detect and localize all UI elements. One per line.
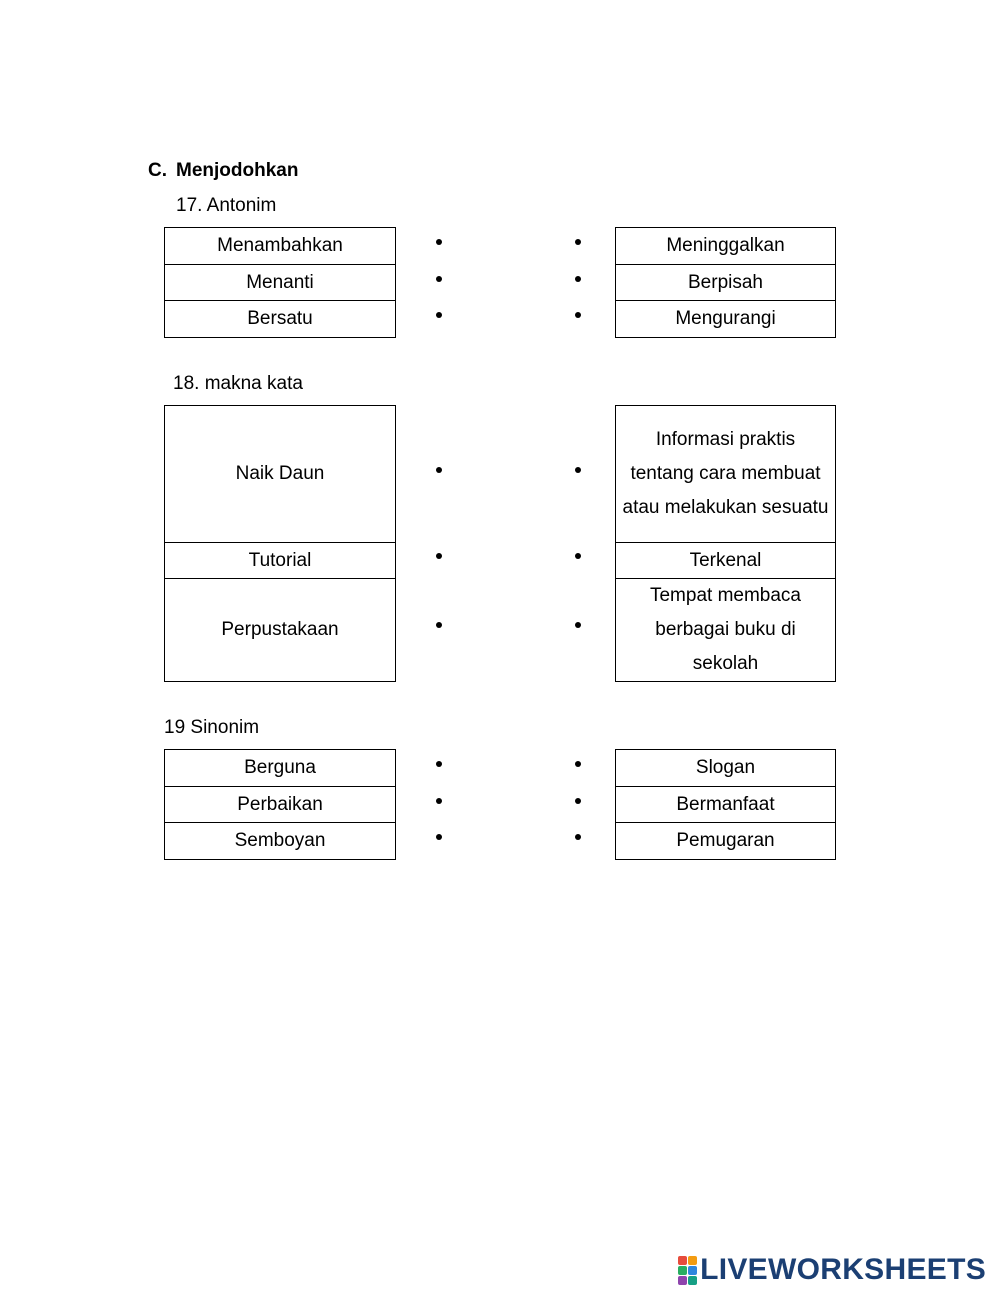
q19-right-dot-3[interactable] — [575, 834, 581, 840]
q17-right-item-3[interactable]: Mengurangi — [615, 300, 836, 338]
q19-left-dot-3[interactable] — [436, 834, 442, 840]
q17-right-dot-2[interactable] — [575, 276, 581, 282]
q18-right-dot-3[interactable] — [575, 622, 581, 628]
logo-square-6 — [688, 1276, 697, 1285]
q19-right-item-1[interactable]: Slogan — [615, 749, 836, 787]
q17-left-item-3[interactable]: Bersatu — [164, 300, 396, 338]
q19-left-item-1[interactable]: Berguna — [164, 749, 396, 787]
logo-square-5 — [678, 1276, 687, 1285]
q17-left-dot-2[interactable] — [436, 276, 442, 282]
logo-square-1 — [678, 1256, 687, 1265]
q18-left-item-2[interactable]: Tutorial — [164, 542, 396, 579]
q19-right-dot-1[interactable] — [575, 761, 581, 767]
logo-square-2 — [688, 1256, 697, 1265]
q18-right-item-1[interactable]: Informasi praktis tentang cara membuat atau melakukan sesuatu — [615, 405, 836, 543]
q18-left-item-3[interactable]: Perpustakaan — [164, 578, 396, 682]
q18-left-dot-3[interactable] — [436, 622, 442, 628]
q19-left-item-2[interactable]: Perbaikan — [164, 786, 396, 823]
question-17-title: 17. Antonim — [176, 195, 277, 216]
section-heading — [148, 160, 298, 182]
q18-left-dot-1[interactable] — [436, 467, 442, 473]
q17-left-item-2[interactable]: Menanti — [164, 264, 396, 301]
question-19-title: 19 Sinonim — [164, 717, 260, 738]
logo-square-3 — [678, 1266, 687, 1275]
q18-right-dot-1[interactable] — [575, 467, 581, 473]
brand-name: LIVEWORKSHEETS — [700, 1253, 986, 1286]
section-letter: C. — [148, 160, 167, 181]
q18-right-dot-2[interactable] — [575, 553, 581, 559]
q19-left-item-3[interactable]: Semboyan — [164, 822, 396, 860]
q17-right-dot-3[interactable] — [575, 312, 581, 318]
q17-right-item-2[interactable]: Berpisah — [615, 264, 836, 301]
q19-right-dot-2[interactable] — [575, 798, 581, 804]
q17-left-dot-3[interactable] — [436, 312, 442, 318]
q18-left-dot-2[interactable] — [436, 553, 442, 559]
section-title: Menjodohkan — [176, 160, 299, 181]
q18-right-item-2[interactable]: Terkenal — [615, 542, 836, 579]
q18-left-item-1[interactable]: Naik Daun — [164, 405, 396, 543]
q18-right-item-3[interactable]: Tempat membaca berbagai buku di sekolah — [615, 578, 836, 682]
brand-logo — [678, 1253, 986, 1287]
q17-left-dot-1[interactable] — [436, 239, 442, 245]
q19-right-item-2[interactable]: Bermanfaat — [615, 786, 836, 823]
question-18-title: 18. makna kata — [173, 373, 303, 394]
liveworksheets-logo-icon — [678, 1256, 697, 1285]
q17-right-dot-1[interactable] — [575, 239, 581, 245]
q19-left-dot-1[interactable] — [436, 761, 442, 767]
q19-left-dot-2[interactable] — [436, 798, 442, 804]
q17-left-item-1[interactable]: Menambahkan — [164, 227, 396, 265]
q17-right-item-1[interactable]: Meninggalkan — [615, 227, 836, 265]
q19-right-item-3[interactable]: Pemugaran — [615, 822, 836, 860]
logo-square-4 — [688, 1266, 697, 1275]
